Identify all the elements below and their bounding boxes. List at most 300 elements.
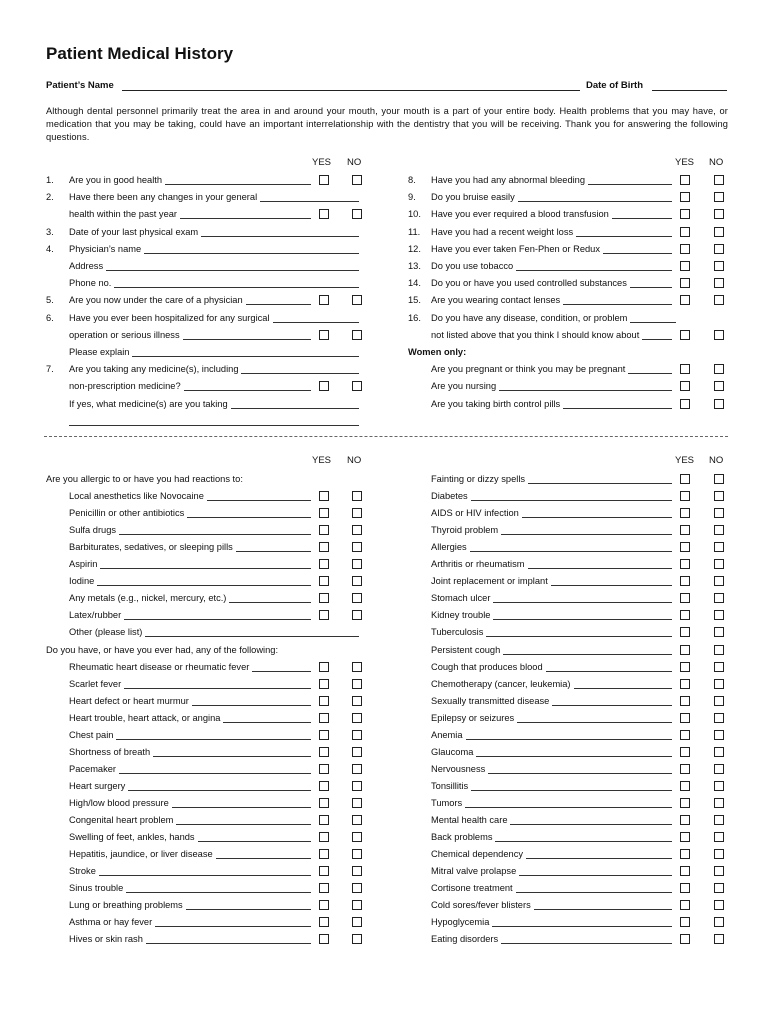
answer-line[interactable] — [486, 625, 672, 637]
answer-line[interactable] — [165, 173, 311, 185]
question-row — [46, 660, 366, 674]
no-checkbox[interactable] — [714, 645, 724, 655]
no-checkbox[interactable] — [714, 491, 724, 501]
yes-checkbox[interactable] — [680, 261, 690, 271]
question-label: Eating disorders — [431, 934, 499, 945]
answer-line[interactable] — [501, 932, 672, 944]
yes-checkbox[interactable] — [319, 934, 329, 944]
no-checkbox[interactable] — [352, 491, 362, 501]
no-checkbox[interactable] — [714, 764, 724, 774]
yes-checkbox[interactable] — [319, 175, 329, 185]
answer-line[interactable] — [492, 915, 672, 927]
no-checkbox[interactable] — [714, 849, 724, 859]
answer-line[interactable] — [466, 728, 672, 740]
answer-line[interactable] — [588, 173, 672, 185]
no-checkbox[interactable] — [352, 798, 362, 808]
no-checkbox[interactable] — [714, 175, 724, 185]
no-checkbox[interactable] — [714, 696, 724, 706]
yes-checkbox[interactable] — [680, 730, 690, 740]
no-checkbox[interactable] — [714, 832, 724, 842]
answer-line[interactable] — [273, 311, 359, 323]
answer-line[interactable] — [522, 506, 672, 518]
no-checkbox[interactable] — [352, 593, 362, 603]
no-checkbox[interactable] — [714, 798, 724, 808]
question-row — [408, 225, 728, 239]
yes-checkbox[interactable] — [680, 900, 690, 910]
no-checkbox[interactable] — [352, 900, 362, 910]
yes-checkbox[interactable] — [319, 713, 329, 723]
yes-checkbox[interactable] — [319, 610, 329, 620]
yes-header: YES — [675, 157, 695, 168]
question-label: Sexually transmitted disease — [431, 695, 550, 706]
question-label: Are you pregnant or think you may be pregnant — [431, 364, 626, 375]
yes-checkbox[interactable] — [319, 849, 329, 859]
yes-checkbox[interactable] — [680, 474, 690, 484]
section-heading: Women only: — [408, 347, 467, 357]
question-row — [46, 762, 366, 776]
yes-checkbox[interactable] — [680, 866, 690, 876]
question-row — [431, 625, 731, 639]
answer-line[interactable] — [628, 362, 672, 374]
question-row — [431, 608, 731, 622]
answer-line[interactable] — [172, 796, 311, 808]
no-checkbox[interactable] — [714, 399, 724, 409]
answer-line[interactable] — [574, 677, 672, 689]
no-checkbox[interactable] — [714, 900, 724, 910]
answer-line[interactable] — [231, 397, 359, 409]
no-checkbox[interactable] — [714, 679, 724, 689]
yes-checkbox[interactable] — [319, 525, 329, 535]
no-checkbox[interactable] — [714, 261, 724, 271]
answer-line[interactable] — [145, 625, 359, 637]
no-checkbox[interactable] — [714, 747, 724, 757]
yes-checkbox[interactable] — [680, 815, 690, 825]
yes-checkbox[interactable] — [319, 491, 329, 501]
question-row — [46, 293, 366, 307]
question-label: not listed above that you think I should know about — [431, 329, 640, 340]
no-checkbox[interactable] — [352, 866, 362, 876]
no-checkbox[interactable] — [714, 364, 724, 374]
no-checkbox[interactable] — [352, 679, 362, 689]
dob-field[interactable] — [652, 80, 727, 91]
no-checkbox[interactable] — [352, 696, 362, 706]
question-label: Are you taking birth control pills — [431, 398, 561, 409]
no-checkbox[interactable] — [714, 662, 724, 672]
question-label: Hepatitis, jaundice, or liver disease — [69, 849, 213, 860]
section-heading: Are you allergic to or have you had reactions to: — [46, 474, 243, 484]
no-checkbox[interactable] — [714, 508, 724, 518]
answer-line[interactable] — [106, 259, 359, 271]
question-row — [46, 276, 366, 290]
yes-checkbox[interactable] — [319, 576, 329, 586]
answer-line[interactable] — [516, 881, 672, 893]
question-label: Cold sores/fever blisters — [431, 900, 531, 911]
answer-line[interactable] — [612, 207, 672, 219]
question-row — [46, 472, 366, 486]
no-checkbox[interactable] — [714, 542, 724, 552]
yes-checkbox[interactable] — [680, 227, 690, 237]
no-checkbox[interactable] — [714, 227, 724, 237]
no-checkbox[interactable] — [352, 815, 362, 825]
question-row — [408, 328, 728, 342]
no-checkbox[interactable] — [352, 175, 362, 185]
no-checkbox[interactable] — [352, 209, 362, 219]
no-checkbox[interactable] — [352, 883, 362, 893]
no-checkbox[interactable] — [714, 610, 724, 620]
yes-checkbox[interactable] — [680, 491, 690, 501]
question-row — [431, 813, 731, 827]
question-label: Have you ever been hospitalized for any surgical — [69, 312, 270, 323]
no-checkbox[interactable] — [714, 883, 724, 893]
question-number: 10. — [408, 209, 421, 220]
answer-line[interactable] — [126, 881, 311, 893]
yes-checkbox[interactable] — [319, 917, 329, 927]
no-checkbox[interactable] — [352, 713, 362, 723]
question-row — [431, 574, 731, 588]
answer-line[interactable] — [471, 489, 672, 501]
yes-checkbox[interactable] — [680, 934, 690, 944]
answer-line[interactable] — [246, 293, 311, 305]
question-number: 16. — [408, 312, 421, 323]
question-label: Chest pain — [69, 729, 114, 740]
yes-checkbox[interactable] — [319, 747, 329, 757]
answer-line[interactable] — [528, 472, 672, 484]
question-row — [46, 830, 366, 844]
question-row — [46, 379, 366, 393]
question-label: Please explain — [69, 347, 130, 357]
yes-checkbox[interactable] — [319, 295, 329, 305]
question-row — [46, 694, 366, 708]
yes-checkbox[interactable] — [680, 917, 690, 927]
yes-checkbox[interactable] — [680, 832, 690, 842]
question-row — [431, 540, 731, 554]
answer-line[interactable] — [229, 591, 311, 603]
answer-line[interactable] — [144, 242, 359, 254]
no-checkbox[interactable] — [352, 525, 362, 535]
question-label: Nervousness — [431, 763, 486, 774]
answer-line[interactable] — [100, 557, 311, 569]
answer-line[interactable] — [116, 728, 311, 740]
yes-checkbox[interactable] — [319, 815, 329, 825]
question-row — [408, 276, 728, 290]
answer-line[interactable] — [516, 259, 672, 271]
question-number: 12. — [408, 243, 421, 254]
yes-checkbox[interactable] — [680, 278, 690, 288]
yes-checkbox[interactable] — [680, 662, 690, 672]
answer-line[interactable] — [465, 796, 672, 808]
answer-line[interactable] — [236, 540, 311, 552]
question-label: Sinus trouble — [69, 883, 124, 894]
question-row — [46, 489, 366, 503]
no-checkbox[interactable] — [352, 542, 362, 552]
question-row — [46, 881, 366, 895]
yes-header: YES — [312, 455, 332, 466]
no-checkbox[interactable] — [352, 576, 362, 586]
answer-line[interactable] — [128, 779, 311, 791]
answer-line[interactable] — [119, 762, 311, 774]
yes-checkbox[interactable] — [319, 559, 329, 569]
answer-line[interactable] — [495, 830, 672, 842]
yes-checkbox[interactable] — [680, 764, 690, 774]
question-row — [46, 523, 366, 537]
yes-checkbox[interactable] — [319, 508, 329, 518]
answer-line[interactable] — [69, 414, 359, 426]
answer-line[interactable] — [223, 711, 311, 723]
question-row — [431, 796, 731, 810]
no-checkbox[interactable] — [714, 934, 724, 944]
question-label: Other (please list) — [69, 627, 143, 638]
yes-checkbox[interactable] — [680, 576, 690, 586]
no-checkbox[interactable] — [714, 627, 724, 637]
no-checkbox[interactable] — [714, 244, 724, 254]
question-label: Penicillin or other antibiotics — [69, 508, 185, 519]
yes-checkbox[interactable] — [680, 849, 690, 859]
question-label: Phone no. — [69, 278, 112, 289]
question-label: Any metals (e.g., nickel, mercury, etc.) — [69, 593, 227, 604]
yes-checkbox[interactable] — [319, 662, 329, 672]
answer-line[interactable] — [124, 677, 311, 689]
yes-checkbox[interactable] — [680, 798, 690, 808]
yes-checkbox[interactable] — [680, 645, 690, 655]
question-label: Persistent cough — [431, 644, 501, 655]
no-checkbox[interactable] — [714, 525, 724, 535]
answer-line[interactable] — [192, 694, 311, 706]
no-checkbox[interactable] — [352, 781, 362, 791]
yes-checkbox[interactable] — [680, 593, 690, 603]
question-label: Have you had any abnormal bleeding — [431, 175, 586, 185]
no-checkbox[interactable] — [714, 815, 724, 825]
answer-line[interactable] — [528, 557, 672, 569]
question-row — [46, 173, 366, 187]
yes-checkbox[interactable] — [680, 381, 690, 391]
no-checkbox[interactable] — [352, 381, 362, 391]
yes-checkbox[interactable] — [319, 730, 329, 740]
yes-checkbox[interactable] — [319, 330, 329, 340]
yes-checkbox[interactable] — [680, 781, 690, 791]
no-checkbox[interactable] — [714, 474, 724, 484]
answer-line[interactable] — [187, 506, 311, 518]
answer-line[interactable] — [186, 898, 311, 910]
question-label: Hives or skin rash — [69, 934, 143, 945]
answer-line[interactable] — [517, 711, 672, 723]
yes-checkbox[interactable] — [319, 866, 329, 876]
yes-checkbox[interactable] — [680, 330, 690, 340]
answer-line[interactable] — [241, 362, 359, 374]
answer-line[interactable] — [99, 864, 311, 876]
question-label: Glaucoma — [431, 746, 474, 757]
question-label: Lung or breathing problems — [69, 900, 183, 911]
question-row — [431, 779, 731, 793]
yes-checkbox[interactable] — [319, 798, 329, 808]
no-checkbox[interactable] — [352, 559, 362, 569]
answer-line[interactable] — [260, 190, 359, 202]
no-checkbox[interactable] — [352, 764, 362, 774]
no-checkbox[interactable] — [714, 866, 724, 876]
answer-line[interactable] — [493, 608, 672, 620]
yes-checkbox[interactable] — [680, 295, 690, 305]
yes-checkbox[interactable] — [680, 542, 690, 552]
no-checkbox[interactable] — [352, 747, 362, 757]
question-row — [408, 379, 728, 393]
question-label: Cough that produces blood — [431, 661, 543, 672]
answer-line[interactable] — [630, 311, 676, 323]
question-number: 3. — [46, 226, 54, 237]
yes-checkbox[interactable] — [680, 627, 690, 637]
yes-checkbox[interactable] — [680, 364, 690, 374]
answer-line[interactable] — [510, 813, 672, 825]
answer-line[interactable] — [488, 762, 672, 774]
answer-line[interactable] — [493, 591, 672, 603]
no-checkbox[interactable] — [714, 730, 724, 740]
no-checkbox[interactable] — [352, 934, 362, 944]
answer-line[interactable] — [114, 276, 359, 288]
yes-checkbox[interactable] — [319, 542, 329, 552]
yes-checkbox[interactable] — [319, 832, 329, 842]
yes-checkbox[interactable] — [319, 593, 329, 603]
question-row — [408, 311, 728, 325]
answer-line[interactable] — [124, 608, 311, 620]
answer-line[interactable] — [563, 293, 672, 305]
no-checkbox[interactable] — [714, 192, 724, 202]
answer-line[interactable] — [155, 915, 311, 927]
yes-checkbox[interactable] — [319, 883, 329, 893]
answer-line[interactable] — [184, 379, 311, 391]
question-number: 8. — [408, 175, 416, 185]
question-label: Tuberculosis — [431, 627, 484, 638]
question-row — [431, 932, 731, 946]
no-checkbox[interactable] — [352, 295, 362, 305]
question-row — [431, 728, 731, 742]
question-row — [46, 779, 366, 793]
yes-checkbox[interactable] — [680, 192, 690, 202]
answer-line[interactable] — [216, 847, 311, 859]
question-row — [46, 414, 366, 428]
answer-line[interactable] — [252, 660, 311, 672]
no-checkbox[interactable] — [714, 209, 724, 219]
yes-checkbox[interactable] — [680, 559, 690, 569]
no-checkbox[interactable] — [714, 559, 724, 569]
answer-line[interactable] — [207, 489, 311, 501]
answer-line[interactable] — [576, 225, 672, 237]
answer-line[interactable] — [180, 207, 311, 219]
question-row — [46, 745, 366, 759]
no-checkbox[interactable] — [714, 713, 724, 723]
yes-checkbox[interactable] — [680, 244, 690, 254]
yes-checkbox[interactable] — [680, 610, 690, 620]
answer-line[interactable] — [119, 523, 311, 535]
no-checkbox[interactable] — [714, 295, 724, 305]
answer-line[interactable] — [526, 847, 672, 859]
yes-checkbox[interactable] — [319, 764, 329, 774]
yes-checkbox[interactable] — [319, 209, 329, 219]
yes-checkbox[interactable] — [680, 525, 690, 535]
yes-checkbox[interactable] — [680, 508, 690, 518]
no-checkbox[interactable] — [714, 278, 724, 288]
answer-line[interactable] — [471, 779, 672, 791]
yes-checkbox[interactable] — [319, 900, 329, 910]
answer-line[interactable] — [132, 345, 359, 357]
answer-line[interactable] — [198, 830, 311, 842]
answer-line[interactable] — [563, 397, 672, 409]
no-checkbox[interactable] — [352, 330, 362, 340]
no-header: NO — [347, 157, 362, 168]
yes-checkbox[interactable] — [319, 781, 329, 791]
answer-line[interactable] — [470, 540, 672, 552]
no-checkbox[interactable] — [714, 576, 724, 586]
yes-checkbox[interactable] — [680, 696, 690, 706]
no-checkbox[interactable] — [714, 917, 724, 927]
patient-name-field[interactable] — [122, 80, 580, 91]
answer-line[interactable] — [183, 328, 311, 340]
yes-checkbox[interactable] — [680, 713, 690, 723]
question-label: Joint replacement or implant — [431, 576, 548, 587]
no-checkbox[interactable] — [714, 781, 724, 791]
question-row — [431, 898, 731, 912]
answer-line[interactable] — [476, 745, 672, 757]
yes-checkbox[interactable] — [680, 399, 690, 409]
no-checkbox[interactable] — [714, 330, 724, 340]
question-row — [431, 643, 731, 657]
question-number: 9. — [408, 192, 416, 203]
answer-line[interactable] — [534, 898, 672, 910]
no-checkbox[interactable] — [352, 849, 362, 859]
yes-checkbox[interactable] — [680, 175, 690, 185]
no-checkbox[interactable] — [714, 381, 724, 391]
answer-line[interactable] — [503, 643, 672, 655]
yes-checkbox[interactable] — [680, 883, 690, 893]
no-header: NO — [709, 157, 724, 168]
no-checkbox[interactable] — [352, 832, 362, 842]
answer-line[interactable] — [153, 745, 311, 757]
answer-line[interactable] — [146, 932, 311, 944]
answer-line[interactable] — [201, 225, 359, 237]
no-checkbox[interactable] — [714, 593, 724, 603]
yes-checkbox[interactable] — [680, 747, 690, 757]
question-row — [408, 345, 728, 359]
answer-line[interactable] — [519, 864, 672, 876]
answer-line[interactable] — [97, 574, 311, 586]
yes-checkbox[interactable] — [319, 679, 329, 689]
no-checkbox[interactable] — [352, 662, 362, 672]
question-row — [46, 608, 366, 622]
answer-line[interactable] — [176, 813, 311, 825]
answer-line[interactable] — [630, 276, 672, 288]
question-row — [46, 345, 366, 359]
answer-line[interactable] — [551, 574, 672, 586]
no-checkbox[interactable] — [352, 610, 362, 620]
answer-line[interactable] — [499, 379, 672, 391]
answer-line[interactable] — [642, 328, 672, 340]
no-checkbox[interactable] — [352, 508, 362, 518]
question-label: Date of your last physical exam — [69, 226, 199, 237]
question-label: Epilepsy or seizures — [431, 712, 515, 723]
answer-line[interactable] — [603, 242, 672, 254]
answer-line[interactable] — [501, 523, 672, 535]
yes-checkbox[interactable] — [319, 696, 329, 706]
no-checkbox[interactable] — [352, 730, 362, 740]
yes-checkbox[interactable] — [680, 209, 690, 219]
question-label: Mental health care — [431, 815, 508, 825]
yes-checkbox[interactable] — [680, 679, 690, 689]
yes-checkbox[interactable] — [319, 381, 329, 391]
question-label: Have you ever taken Fen-Phen or Redux — [431, 243, 600, 254]
question-number: 2. — [46, 192, 54, 203]
answer-line[interactable] — [518, 190, 672, 202]
answer-line[interactable] — [546, 660, 672, 672]
no-checkbox[interactable] — [352, 917, 362, 927]
answer-line[interactable] — [552, 694, 672, 706]
question-label: Local anesthetics like Novocaine — [69, 491, 204, 502]
